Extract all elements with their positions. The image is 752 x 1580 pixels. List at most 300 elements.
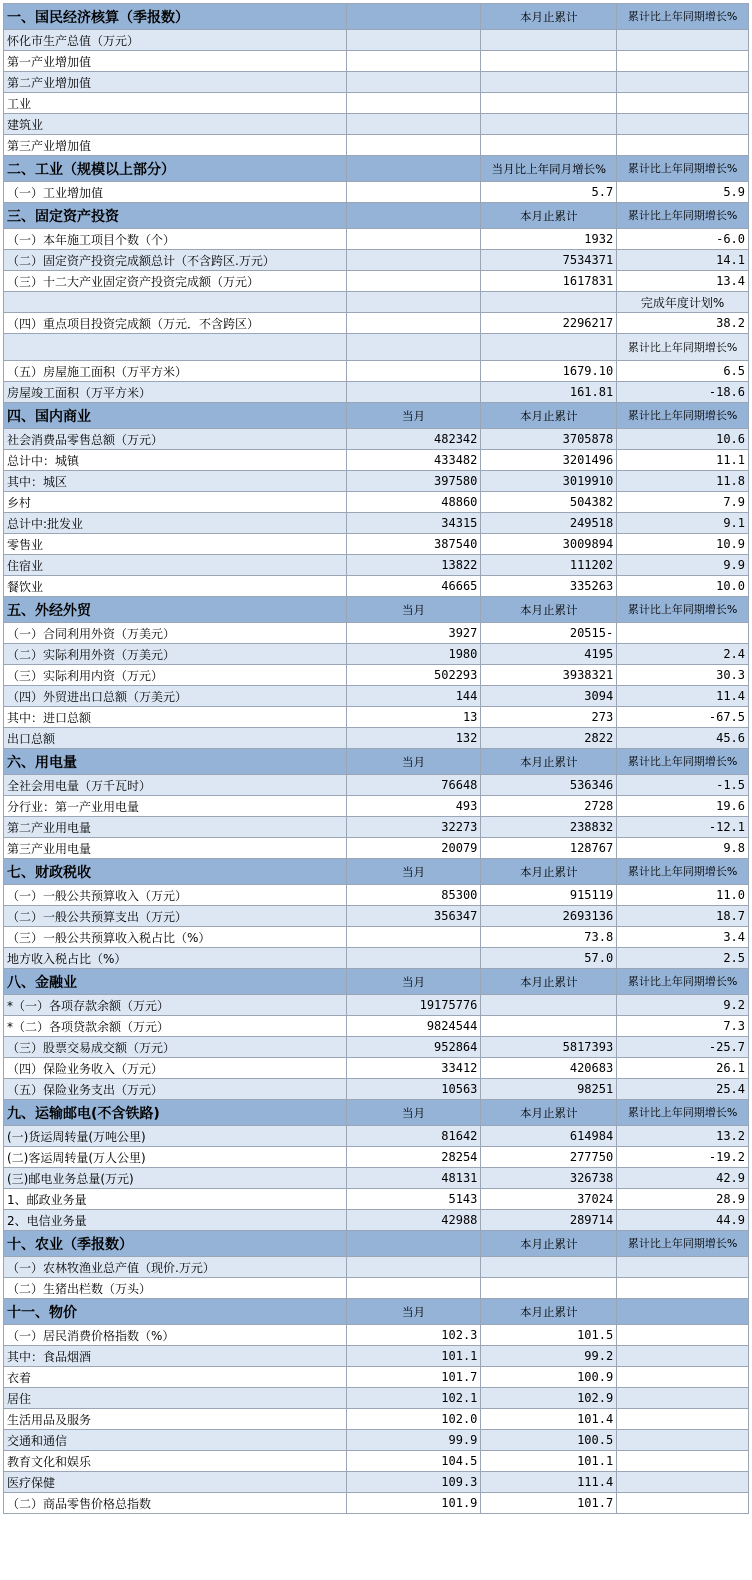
cumulative-value: 2822 — [481, 728, 617, 749]
column-header: 当月 — [346, 1299, 481, 1325]
column-header: 累计比上年同期增长% — [617, 749, 749, 775]
cumulative-value: 128767 — [481, 838, 617, 859]
cumulative-value: 99.2 — [481, 1346, 617, 1367]
column-header — [346, 4, 481, 30]
table-row — [4, 1210, 749, 1231]
table-row — [4, 728, 749, 749]
growth-value — [617, 1325, 749, 1346]
current-month-value: 102.0 — [346, 1409, 481, 1430]
row-label: 1、邮政业务量 — [4, 1189, 347, 1210]
growth-value — [617, 1388, 749, 1409]
row-label: （一）一般公共预算收入（万元） — [4, 885, 347, 906]
section-title: 九、运输邮电(不含铁路) — [4, 1100, 347, 1126]
current-month-value: 482342 — [346, 429, 481, 450]
growth-value — [617, 1367, 749, 1388]
column-header: 累计比上年同期增长% — [617, 859, 749, 885]
current-month-value — [346, 114, 481, 135]
table-row — [4, 93, 749, 114]
column-header: 当月 — [346, 597, 481, 623]
table-row — [4, 1016, 749, 1037]
row-label: 建筑业 — [4, 114, 347, 135]
growth-value: 18.7 — [617, 906, 749, 927]
growth-value: 6.5 — [617, 361, 749, 382]
cumulative-value: 273 — [481, 707, 617, 728]
growth-value — [617, 1430, 749, 1451]
section-title: 五、外经外贸 — [4, 597, 347, 623]
growth-value: -6.0 — [617, 229, 749, 250]
column-header: 当月 — [346, 859, 481, 885]
table-row — [4, 250, 749, 271]
current-month-value: 433482 — [346, 450, 481, 471]
row-label: 2、电信业务量 — [4, 1210, 347, 1231]
current-month-value: 1980 — [346, 644, 481, 665]
cumulative-value: 3009894 — [481, 534, 617, 555]
section-title: 十、农业（季报数） — [4, 1231, 347, 1257]
current-month-value — [346, 334, 481, 361]
current-month-value — [346, 229, 481, 250]
column-header: 累计比上年同期增长% — [617, 156, 749, 182]
growth-value: 11.4 — [617, 686, 749, 707]
row-label: （三）一般公共预算收入税占比（%） — [4, 927, 347, 948]
current-month-value — [346, 51, 481, 72]
current-month-value: 9824544 — [346, 1016, 481, 1037]
current-month-value — [346, 93, 481, 114]
growth-value — [617, 51, 749, 72]
row-label: 出口总额 — [4, 728, 347, 749]
section-header — [4, 156, 749, 182]
column-header: 本月止累计 — [481, 1100, 617, 1126]
cumulative-value: 5817393 — [481, 1037, 617, 1058]
section-title: 十一、物价 — [4, 1299, 347, 1325]
growth-value: 2.5 — [617, 948, 749, 969]
table-row — [4, 707, 749, 728]
table-row — [4, 1472, 749, 1493]
cumulative-value — [481, 114, 617, 135]
table-row — [4, 182, 749, 203]
row-label: 居住 — [4, 1388, 347, 1409]
table-row — [4, 271, 749, 292]
table-row — [4, 1493, 749, 1514]
table-row — [4, 1037, 749, 1058]
row-label: （二）商品零售价格总指数 — [4, 1493, 347, 1514]
current-month-value: 502293 — [346, 665, 481, 686]
table-row — [4, 995, 749, 1016]
cumulative-value: 289714 — [481, 1210, 617, 1231]
growth-value — [617, 1346, 749, 1367]
current-month-value: 99.9 — [346, 1430, 481, 1451]
table-row — [4, 576, 749, 597]
table-row — [4, 1126, 749, 1147]
section-header — [4, 403, 749, 429]
section-header — [4, 969, 749, 995]
growth-value: 完成年度计划% — [617, 292, 749, 313]
growth-value — [617, 72, 749, 93]
growth-value: 5.9 — [617, 182, 749, 203]
growth-value — [617, 93, 749, 114]
cumulative-value: 1679.10 — [481, 361, 617, 382]
cumulative-value — [481, 135, 617, 156]
cumulative-value: 326738 — [481, 1168, 617, 1189]
row-label: 医疗保健 — [4, 1472, 347, 1493]
cumulative-value — [481, 334, 617, 361]
row-label: 乡村 — [4, 492, 347, 513]
growth-value — [617, 1472, 749, 1493]
statistics-table-body — [4, 4, 749, 1514]
row-label: （一）合同利用外资（万美元） — [4, 623, 347, 644]
growth-value — [617, 1278, 749, 1299]
table-row — [4, 838, 749, 859]
cumulative-value — [481, 93, 617, 114]
row-label: （二）实际利用外资（万美元） — [4, 644, 347, 665]
row-label: *（二）各项贷款余额（万元） — [4, 1016, 347, 1037]
column-header: 累计比上年同期增长% — [617, 4, 749, 30]
column-header: 累计比上年同期增长% — [617, 1231, 749, 1257]
growth-value: -12.1 — [617, 817, 749, 838]
current-month-value: 387540 — [346, 534, 481, 555]
table-row — [4, 948, 749, 969]
table-row — [4, 1058, 749, 1079]
current-month-value — [346, 382, 481, 403]
table-row — [4, 1388, 749, 1409]
table-row — [4, 796, 749, 817]
section-header — [4, 1231, 749, 1257]
section-title: 二、工业（规模以上部分） — [4, 156, 347, 182]
cumulative-value: 3019910 — [481, 471, 617, 492]
column-header: 本月止累计 — [481, 1231, 617, 1257]
cumulative-value: 4195 — [481, 644, 617, 665]
cumulative-value: 614984 — [481, 1126, 617, 1147]
section-header — [4, 203, 749, 229]
growth-value: -18.6 — [617, 382, 749, 403]
cumulative-value: 2693136 — [481, 906, 617, 927]
cumulative-value: 3201496 — [481, 450, 617, 471]
column-header: 累计比上年同期增长% — [617, 203, 749, 229]
table-row — [4, 775, 749, 796]
table-row — [4, 513, 749, 534]
growth-value — [617, 30, 749, 51]
row-label: （一）本年施工项目个数（个） — [4, 229, 347, 250]
current-month-value — [346, 292, 481, 313]
growth-value: 44.9 — [617, 1210, 749, 1231]
current-month-value: 5143 — [346, 1189, 481, 1210]
current-month-value: 102.1 — [346, 1388, 481, 1409]
current-month-value — [346, 30, 481, 51]
column-header: 本月止累计 — [481, 1299, 617, 1325]
row-label: （三）实际利用内资（万元） — [4, 665, 347, 686]
growth-value: 2.4 — [617, 644, 749, 665]
column-header: 累计比上年同期增长% — [617, 597, 749, 623]
row-label: 零售业 — [4, 534, 347, 555]
growth-value: 3.4 — [617, 927, 749, 948]
column-header: 本月止累计 — [481, 4, 617, 30]
row-label: 餐饮业 — [4, 576, 347, 597]
column-header — [346, 203, 481, 229]
table-row — [4, 885, 749, 906]
section-header — [4, 597, 749, 623]
table-row — [4, 1430, 749, 1451]
cumulative-value: 1617831 — [481, 271, 617, 292]
cumulative-value: 915119 — [481, 885, 617, 906]
cumulative-value: 536346 — [481, 775, 617, 796]
row-label: 地方收入税占比（%） — [4, 948, 347, 969]
row-label: （五）保险业务支出（万元） — [4, 1079, 347, 1100]
row-label: 第二产业用电量 — [4, 817, 347, 838]
growth-value: 19.6 — [617, 796, 749, 817]
growth-value: 42.9 — [617, 1168, 749, 1189]
cumulative-value: 101.4 — [481, 1409, 617, 1430]
table-row — [4, 30, 749, 51]
cumulative-value: 101.5 — [481, 1325, 617, 1346]
table-row — [4, 817, 749, 838]
section-header — [4, 1299, 749, 1325]
growth-value: 13.2 — [617, 1126, 749, 1147]
table-row — [4, 1079, 749, 1100]
cumulative-value: 57.0 — [481, 948, 617, 969]
table-row — [4, 1168, 749, 1189]
current-month-value — [346, 313, 481, 334]
current-month-value: 102.3 — [346, 1325, 481, 1346]
table-row — [4, 313, 749, 334]
cumulative-value: 101.1 — [481, 1451, 617, 1472]
cumulative-value: 5.7 — [481, 182, 617, 203]
column-header: 本月止累计 — [481, 203, 617, 229]
section-header — [4, 749, 749, 775]
current-month-value: 10563 — [346, 1079, 481, 1100]
current-month-value: 32273 — [346, 817, 481, 838]
row-label: （五）房屋施工面积（万平方米） — [4, 361, 347, 382]
current-month-value: 20079 — [346, 838, 481, 859]
section-title: 四、国内商业 — [4, 403, 347, 429]
row-label: 怀化市生产总值（万元） — [4, 30, 347, 51]
cumulative-value: 249518 — [481, 513, 617, 534]
table-row — [4, 361, 749, 382]
growth-value — [617, 135, 749, 156]
current-month-value: 3927 — [346, 623, 481, 644]
row-label — [4, 292, 347, 313]
table-row — [4, 334, 749, 361]
current-month-value: 132 — [346, 728, 481, 749]
current-month-value: 493 — [346, 796, 481, 817]
column-header — [346, 156, 481, 182]
cumulative-value: 504382 — [481, 492, 617, 513]
current-month-value: 104.5 — [346, 1451, 481, 1472]
growth-value: -1.5 — [617, 775, 749, 796]
row-label: （四）保险业务收入（万元） — [4, 1058, 347, 1079]
current-month-value: 42988 — [346, 1210, 481, 1231]
row-label: 其中：食品烟酒 — [4, 1346, 347, 1367]
cumulative-value — [481, 72, 617, 93]
cumulative-value: 20515- — [481, 623, 617, 644]
row-label: *（一）各项存款余额（万元） — [4, 995, 347, 1016]
current-month-value — [346, 948, 481, 969]
column-header: 当月比上年同月增长% — [481, 156, 617, 182]
table-row — [4, 51, 749, 72]
row-label: 房屋竣工面积（万平方米） — [4, 382, 347, 403]
table-row — [4, 1451, 749, 1472]
current-month-value: 144 — [346, 686, 481, 707]
cumulative-value — [481, 51, 617, 72]
row-label: （三）股票交易成交额（万元） — [4, 1037, 347, 1058]
growth-value — [617, 623, 749, 644]
current-month-value: 76648 — [346, 775, 481, 796]
cumulative-value: 3938321 — [481, 665, 617, 686]
section-header — [4, 859, 749, 885]
growth-value: 28.9 — [617, 1189, 749, 1210]
table-row — [4, 534, 749, 555]
row-label: 衣着 — [4, 1367, 347, 1388]
row-label: (三)邮电业务总量(万元) — [4, 1168, 347, 1189]
table-row — [4, 135, 749, 156]
current-month-value: 952864 — [346, 1037, 481, 1058]
table-row — [4, 429, 749, 450]
cumulative-value: 101.7 — [481, 1493, 617, 1514]
growth-value: 10.9 — [617, 534, 749, 555]
row-label: （一）农林牧渔业总产值（现价.万元） — [4, 1257, 347, 1278]
table-row — [4, 1325, 749, 1346]
cumulative-value: 335263 — [481, 576, 617, 597]
row-label: 总计中：城镇 — [4, 450, 347, 471]
column-header: 本月止累计 — [481, 403, 617, 429]
column-header — [346, 1231, 481, 1257]
growth-value — [617, 1257, 749, 1278]
row-label: (二)客运周转量(万人公里) — [4, 1147, 347, 1168]
growth-value — [617, 114, 749, 135]
row-label: （三）十二大产业固定资产投资完成额（万元） — [4, 271, 347, 292]
current-month-value: 101.7 — [346, 1367, 481, 1388]
cumulative-value: 3094 — [481, 686, 617, 707]
row-label: 第一产业增加值 — [4, 51, 347, 72]
row-label: 生活用品及服务 — [4, 1409, 347, 1430]
row-label: (一)货运周转量(万吨公里) — [4, 1126, 347, 1147]
row-label: 教育文化和娱乐 — [4, 1451, 347, 1472]
cumulative-value — [481, 1257, 617, 1278]
growth-value: 11.1 — [617, 450, 749, 471]
row-label: 全社会用电量（万千瓦时） — [4, 775, 347, 796]
cumulative-value — [481, 1278, 617, 1299]
growth-value: 9.2 — [617, 995, 749, 1016]
table-row — [4, 1346, 749, 1367]
cumulative-value: 100.5 — [481, 1430, 617, 1451]
growth-value: 45.6 — [617, 728, 749, 749]
table-row — [4, 114, 749, 135]
growth-value — [617, 1451, 749, 1472]
row-label: （四）外贸进出口总额（万美元） — [4, 686, 347, 707]
table-row — [4, 555, 749, 576]
column-header: 当月 — [346, 749, 481, 775]
growth-value: -19.2 — [617, 1147, 749, 1168]
column-header: 当月 — [346, 403, 481, 429]
column-header: 累计比上年同期增长% — [617, 1100, 749, 1126]
current-month-value: 19175776 — [346, 995, 481, 1016]
current-month-value — [346, 361, 481, 382]
row-label: 第三产业增加值 — [4, 135, 347, 156]
current-month-value: 48131 — [346, 1168, 481, 1189]
cumulative-value: 2296217 — [481, 313, 617, 334]
cumulative-value: 420683 — [481, 1058, 617, 1079]
current-month-value: 81642 — [346, 1126, 481, 1147]
cumulative-value: 37024 — [481, 1189, 617, 1210]
current-month-value: 101.1 — [346, 1346, 481, 1367]
table-row — [4, 1147, 749, 1168]
row-label: （二）生猪出栏数（万头） — [4, 1278, 347, 1299]
table-row — [4, 471, 749, 492]
section-header — [4, 4, 749, 30]
cumulative-value: 3705878 — [481, 429, 617, 450]
current-month-value: 397580 — [346, 471, 481, 492]
table-row — [4, 1409, 749, 1430]
table-row — [4, 292, 749, 313]
section-title: 三、固定资产投资 — [4, 203, 347, 229]
table-row — [4, 1189, 749, 1210]
current-month-value — [346, 182, 481, 203]
current-month-value — [346, 927, 481, 948]
row-label: 总计中:批发业 — [4, 513, 347, 534]
row-label: （四）重点项目投资完成额（万元．不含跨区） — [4, 313, 347, 334]
column-header: 当月 — [346, 1100, 481, 1126]
growth-value: 10.0 — [617, 576, 749, 597]
column-header: 累计比上年同期增长% — [617, 969, 749, 995]
column-header: 当月 — [346, 969, 481, 995]
table-row — [4, 623, 749, 644]
cumulative-value: 102.9 — [481, 1388, 617, 1409]
current-month-value: 48860 — [346, 492, 481, 513]
growth-value: 25.4 — [617, 1079, 749, 1100]
growth-value: 7.3 — [617, 1016, 749, 1037]
column-header: 本月止累计 — [481, 859, 617, 885]
current-month-value: 85300 — [346, 885, 481, 906]
current-month-value: 28254 — [346, 1147, 481, 1168]
growth-value — [617, 1493, 749, 1514]
cumulative-value — [481, 30, 617, 51]
current-month-value — [346, 135, 481, 156]
current-month-value: 13822 — [346, 555, 481, 576]
table-row — [4, 492, 749, 513]
growth-value: 9.9 — [617, 555, 749, 576]
current-month-value — [346, 271, 481, 292]
growth-value: 30.3 — [617, 665, 749, 686]
table-row — [4, 644, 749, 665]
current-month-value: 34315 — [346, 513, 481, 534]
current-month-value — [346, 250, 481, 271]
cumulative-value — [481, 995, 617, 1016]
table-row — [4, 1278, 749, 1299]
row-label: （一）居民消费价格指数（%） — [4, 1325, 347, 1346]
column-header: 本月止累计 — [481, 969, 617, 995]
current-month-value — [346, 72, 481, 93]
current-month-value: 101.9 — [346, 1493, 481, 1514]
cumulative-value: 1932 — [481, 229, 617, 250]
table-row — [4, 229, 749, 250]
growth-value: -25.7 — [617, 1037, 749, 1058]
table-row — [4, 927, 749, 948]
table-row — [4, 686, 749, 707]
section-title: 七、财政税收 — [4, 859, 347, 885]
current-month-value: 109.3 — [346, 1472, 481, 1493]
growth-value: 9.1 — [617, 513, 749, 534]
section-title: 八、金融业 — [4, 969, 347, 995]
cumulative-value: 73.8 — [481, 927, 617, 948]
cumulative-value: 161.81 — [481, 382, 617, 403]
table-row — [4, 1257, 749, 1278]
row-label: （二）一般公共预算支出（万元） — [4, 906, 347, 927]
growth-value: 13.4 — [617, 271, 749, 292]
statistics-table — [3, 3, 749, 1514]
column-header — [617, 1299, 749, 1325]
table-row — [4, 1367, 749, 1388]
growth-value: 9.8 — [617, 838, 749, 859]
cumulative-value: 100.9 — [481, 1367, 617, 1388]
row-label: 第三产业用电量 — [4, 838, 347, 859]
